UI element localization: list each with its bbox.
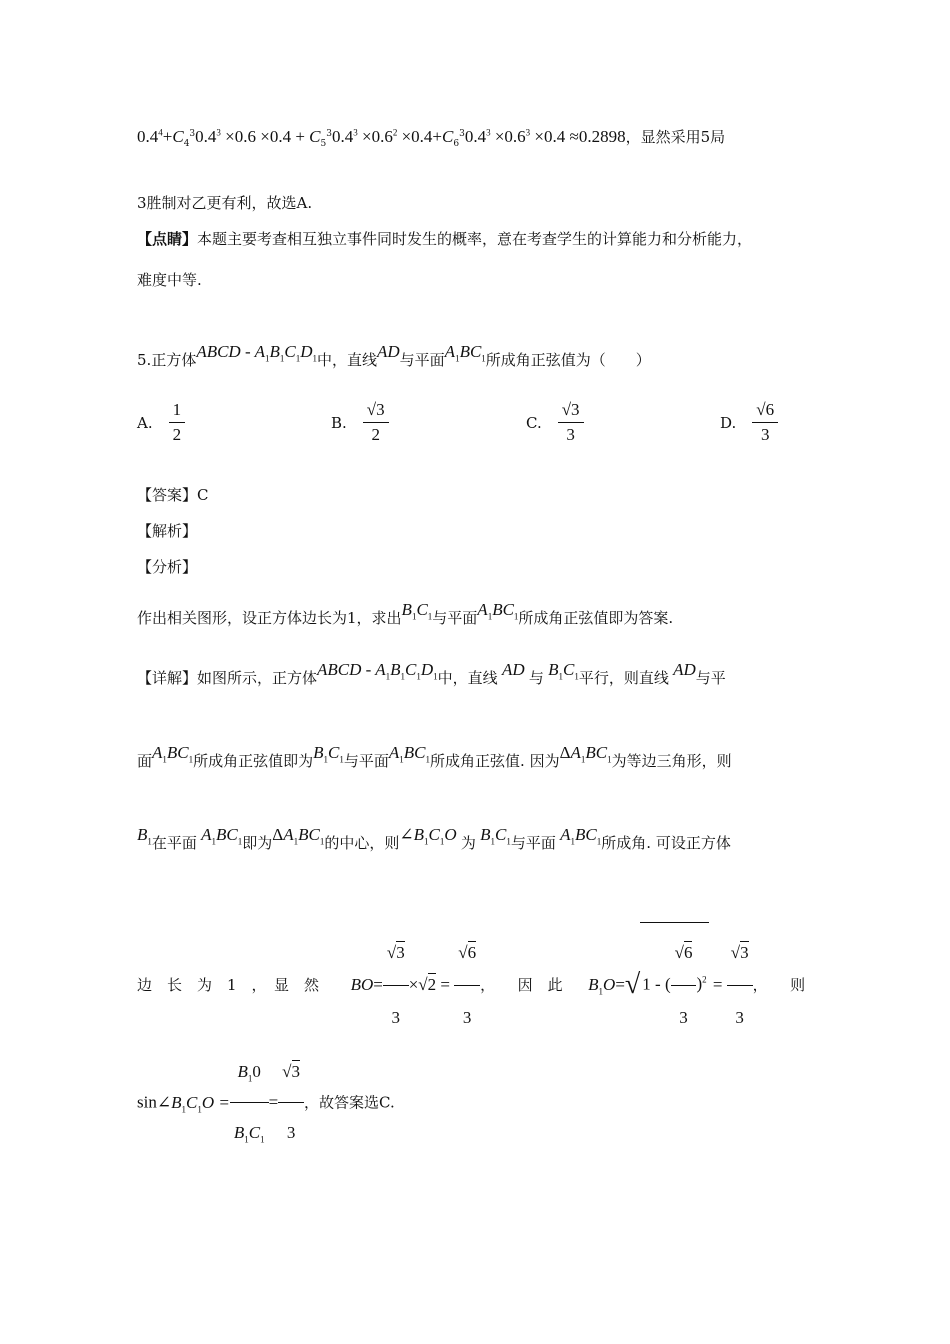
xiangjie-text: 与 [528,669,544,687]
option-d-denominator: 3 [760,425,770,444]
conclusion-text: 3胜制对乙更有利，故选A. [137,194,313,212]
option-b-label: B. [331,413,347,432]
option-d-numerator: √6 [752,400,778,423]
xiangjie-text: ，故答案选C. [304,1093,395,1112]
option-c[interactable] [526,400,584,445]
option-d-fraction [752,400,778,445]
xiangjie-text: 为等边三角形，则 [611,752,732,770]
xiangjie-line-1: 【详解】如图所示，正方体ABCD - $A_1B_1C_1D_1$中，直线 AD 与 $B_1C_1$平行，则直线 AD与平 [137,660,726,687]
xiangjie-text: 在平面 [151,834,197,852]
answer-label: 【答案】 [137,486,198,504]
xiangjie-text: 所成角正弦值. 因为 [430,752,560,770]
xiangjie-text: 平行，则直线 [578,669,669,687]
dianjing-label: 【点睛】 [137,230,198,248]
option-b-fraction [363,400,389,445]
option-c-denominator: 3 [566,425,575,444]
fenxi-text-part: 所成角正弦值即为答案. [518,609,674,627]
xiangjie-text: 如图所示，正方体 [197,669,318,687]
dianjing-paragraph [137,232,752,247]
jiexi-label: 【解析】 [137,522,198,540]
xiangjie-line-3: $B_1$在平面 $A_1BC_1$即为$\Delta A_1BC_1$的中心，则$\angle B_1C_1O$ 为 $B_1C_1$与平面 $A_1BC_1$所成角. 可设正方体 [137,825,731,852]
option-b[interactable] [331,400,389,445]
option-c-label: C. [526,413,542,432]
xiangjie-text: ， 则 [752,976,806,994]
option-a-numerator: 1 [169,400,186,423]
xiangjie-label: 【详解】 [137,669,198,687]
formula-tail-text: ，显然采用5局 [625,128,726,146]
probability-formula-line: $0.4^4+C_4^30.4^3 \times 0.6 \times 0.4 + C_5^30.4^3 \times 0.6^2 \times 0.4+C_6^30.4^3 \times 0.6^3 \times 0.4 \approx 0.2898$，显然采用5局 [137,127,726,149]
xiangjie-text: 与平 [695,669,726,687]
xiangjie-text: 所成角. 可设正方体 [601,834,731,852]
fenxi-text: 作出相关图形，设正方体边长为1，求出$B_1C_1$与平面$A_1BC_1$所成角正弦值即为答案. [137,600,674,627]
option-c-numerator: √3 [558,400,584,423]
fenxi-text-part: 与平面 [432,609,478,627]
q5-text: 正方体 [151,351,197,369]
xiangjie-text: 即为 [242,834,273,852]
xiangjie-text: 与平面 [510,834,556,852]
option-a-denominator: 2 [172,425,182,444]
fenxi-label: 【分析】 [137,558,198,576]
option-d[interactable] [720,400,778,445]
xiangjie-line-4: 边 长 为 1 ， 显 然 BO= $\frac{√3}{3}$ ×√2 = $\frac{√6}{3}$ ， 因 此 $B_1O=√$ 1 - ( $\frac{√6}{3}$ )$^2$ = $\frac{√3}{3}$ ， 则 [137,922,805,1048]
question-5-stem: 5.正方体ABCD - $A_1B_1C_1D_1$中，直线AD与平面$A_1BC_1$所成角正弦值为（ ） [137,342,651,369]
option-b-denominator: 2 [371,425,380,444]
option-a[interactable] [137,400,185,445]
q5-text: 与平面 [399,351,445,369]
answer-value: C [197,486,209,504]
xiangjie-line-2: 面$A_1BC_1$所成角正弦值即为$B_1C_1$与平面$A_1BC_1$所成角正弦值. 因为$\Delta A_1BC_1$为等边三角形，则 [137,743,732,770]
dianjing-text: 本题主要考查相互独立事件同时发生的概率，意在考查学生的计算能力和分析能力， [197,230,753,248]
xiangjie-text: 所成角正弦值即为 [193,752,314,770]
option-a-label: A. [137,413,153,432]
option-a-fraction [169,400,186,445]
xiangjie-line-5: $\sin\angle B_1C_1O$ = $\frac{B_10}{B_1C_1}$ = $\frac{√3}{3}$ ，故答案选C. [137,1044,395,1161]
xiangjie-text: 与平面 [343,752,389,770]
xiangjie-text: 的中心，则 [324,834,400,852]
question-number: 5. [137,351,152,369]
option-d-label: D. [720,413,737,432]
xiangjie-text: 为 [460,834,476,852]
fenxi-text-part: 作出相关图形，设正方体边长为1，求出 [137,609,402,627]
xiangjie-text: 边 长 为 1 ， 显 然 [137,976,320,994]
option-c-fraction [558,400,584,445]
q5-text: 所成角正弦值为（ ） [485,351,651,369]
xiangjie-text: ， 因 此 [480,976,563,994]
answer-line [137,488,209,503]
xiangjie-text: 中，直线 [437,669,498,687]
xiangjie-text: 面 [137,752,153,770]
option-b-numerator: √3 [363,400,389,423]
dianjing-text-cont: 难度中等. [137,271,202,289]
q5-text: 中，直线 [316,351,377,369]
